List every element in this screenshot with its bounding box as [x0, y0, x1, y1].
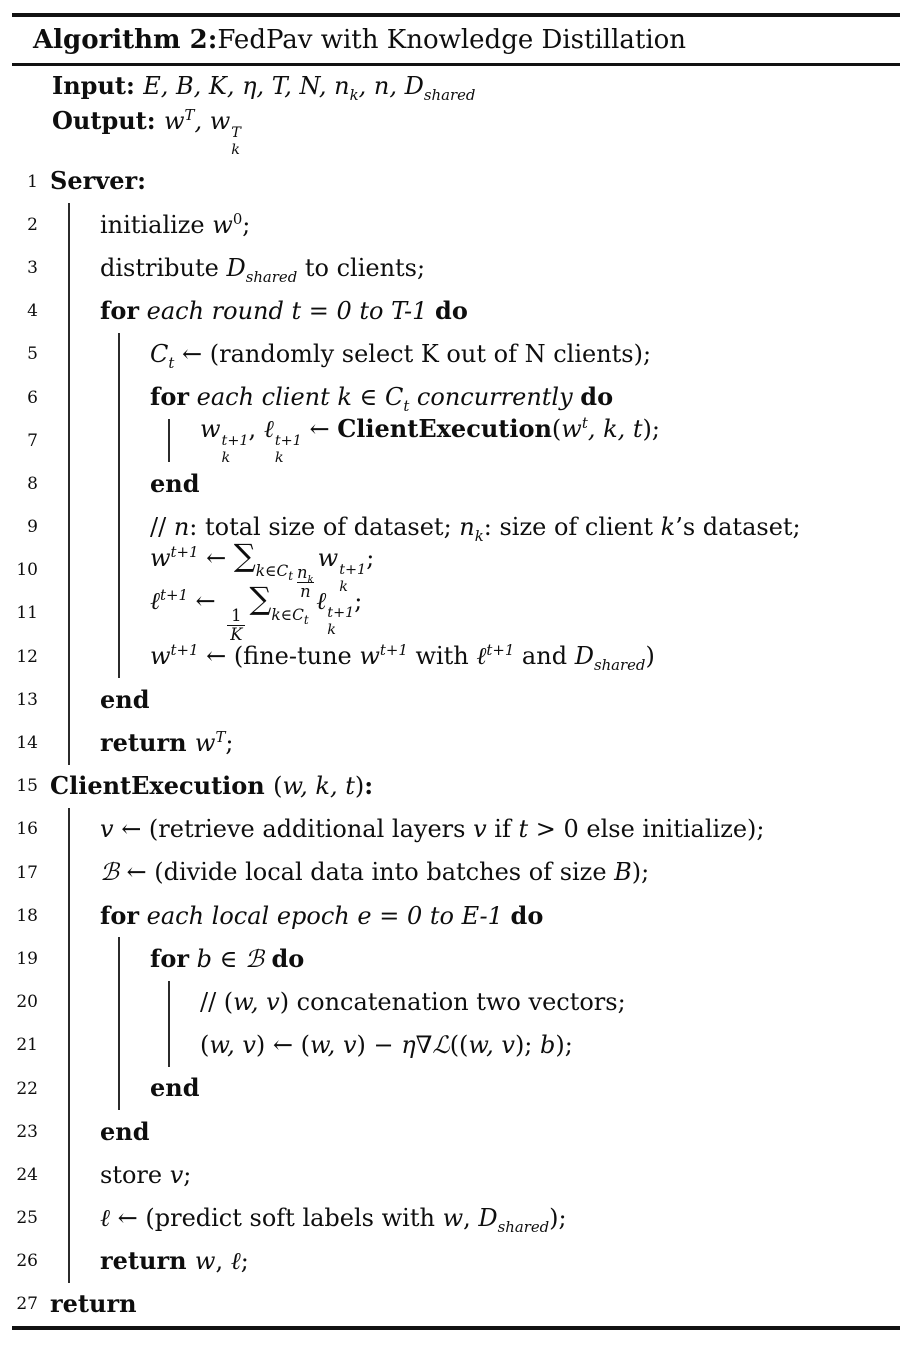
text-segment: ℓ — [476, 642, 487, 671]
text-segment: : total size of dataset; — [189, 512, 460, 541]
indent-bar — [68, 981, 70, 1024]
indent-bar — [68, 1067, 70, 1110]
line-number: 13 — [16, 689, 38, 710]
text-segment: v — [100, 815, 114, 844]
line-content — [46, 413, 660, 467]
text-segment: ← — [198, 543, 234, 572]
algorithm-sheet — [12, 0, 900, 1330]
text-segment: , — [248, 414, 264, 443]
input-line — [12, 66, 900, 106]
text-segment: ; — [366, 543, 375, 572]
line-number: 21 — [16, 1035, 38, 1056]
text-segment: return — [100, 1246, 195, 1276]
bottom-rule — [12, 1326, 900, 1330]
text-segment: ℓ — [316, 586, 327, 615]
text-segment: for — [150, 382, 189, 412]
text-segment: ← (predict soft labels with — [110, 1203, 443, 1232]
text-segment: ); — [555, 1031, 573, 1060]
text-segment: w — [212, 210, 233, 239]
algorithm-io-block — [12, 66, 900, 160]
supsub: t+1 k — [221, 432, 249, 467]
output-line — [12, 106, 900, 160]
text-segment: ; — [242, 210, 251, 239]
line-number: 20 — [16, 992, 38, 1013]
algo-line-7 — [12, 413, 900, 467]
superscript: 0 — [232, 209, 243, 228]
line-number: 23 — [16, 1121, 38, 1142]
indent-bar — [168, 1024, 170, 1067]
indent-bar — [68, 808, 70, 851]
indent-bar — [118, 333, 120, 376]
text-segment: D — [574, 642, 594, 671]
text-segment: do — [580, 382, 614, 412]
text-segment: D — [226, 253, 246, 282]
line-content — [46, 340, 652, 372]
text-segment: ← (retrieve additional layers — [113, 815, 474, 844]
text-segment: store — [100, 1160, 170, 1189]
text-segment: for — [100, 295, 139, 325]
text-segment: ℓ — [230, 1247, 241, 1276]
algo-line-3 — [12, 246, 900, 289]
text-segment: each local epoch e = 0 to E-1 — [138, 901, 511, 930]
line-number: 5 — [27, 344, 38, 365]
supsub: t+1 k — [339, 561, 367, 596]
text-segment: ( — [551, 414, 562, 443]
text-segment: ) — [645, 642, 655, 671]
indent-bar — [68, 419, 70, 462]
indent-bar — [118, 419, 120, 462]
algorithm-body — [12, 160, 900, 1326]
text-segment: n — [459, 512, 475, 541]
text-segment: w, k, t — [282, 772, 355, 801]
text-segment: ; — [183, 1160, 192, 1189]
algo-line-8 — [12, 462, 900, 505]
line-number: 1 — [27, 171, 38, 192]
indent-bar — [68, 851, 70, 894]
algo-line-21 — [12, 1024, 900, 1067]
text-segment: ; — [354, 586, 363, 615]
line-number: 26 — [16, 1251, 38, 1272]
indent-bar — [118, 937, 120, 980]
indent-bar — [68, 937, 70, 980]
summation: $\sum_{k\in C_t}$ — [249, 580, 309, 627]
algo-line-20 — [12, 981, 900, 1024]
text-segment: ← (randomly select K out of N clients); — [174, 340, 652, 369]
indent-bar — [118, 1024, 120, 1067]
line-number: 2 — [27, 214, 38, 235]
algorithm-caption — [12, 17, 900, 63]
line-number: 8 — [27, 473, 38, 494]
line-content — [46, 70, 476, 104]
text-segment: ← (divide local data into batches of size — [118, 858, 615, 887]
line-number: 18 — [16, 905, 38, 926]
indent-bar — [68, 1153, 70, 1196]
algo-line-27 — [12, 1283, 900, 1326]
line-content — [46, 900, 544, 930]
text-segment: ; — [240, 1247, 249, 1276]
text-segment: η — [401, 1031, 416, 1060]
algo-line-22 — [12, 1067, 900, 1110]
text-segment: D — [404, 71, 424, 100]
line-number: 14 — [16, 733, 38, 754]
text-segment: ℒ — [432, 1031, 450, 1060]
text-segment: , — [194, 107, 210, 136]
subscript: k — [349, 85, 359, 104]
text-segment: , — [463, 1203, 479, 1232]
text-segment: k — [660, 512, 676, 541]
subscript: shared — [593, 656, 646, 675]
algo-line-17 — [12, 851, 900, 894]
text-segment: ) ← ( — [255, 1031, 310, 1060]
text-segment: t — [518, 815, 529, 844]
text-segment: b — [540, 1031, 556, 1060]
superscript: T — [215, 727, 226, 746]
line-number: 24 — [16, 1164, 38, 1185]
line-content — [46, 989, 626, 1015]
text-segment: E, B, K, η, T, N, n — [143, 71, 350, 100]
text-segment: w — [200, 414, 221, 443]
text-segment: w, v — [309, 1031, 357, 1060]
algo-line-26 — [12, 1240, 900, 1283]
superscript: T — [184, 106, 195, 125]
line-content — [46, 727, 234, 757]
line-content — [46, 209, 251, 239]
text-segment: w — [317, 543, 339, 572]
line-number: 3 — [27, 257, 38, 278]
text-segment: w — [561, 414, 582, 443]
algo-line-1 — [12, 160, 900, 203]
indent-bar — [118, 462, 120, 505]
line-number: 19 — [16, 948, 38, 969]
algo-line-5 — [12, 333, 900, 376]
line-number: 22 — [16, 1078, 38, 1099]
line-content — [46, 512, 801, 545]
line-number: 12 — [16, 646, 38, 667]
text-segment: and — [514, 642, 575, 671]
indent-bar — [68, 290, 70, 333]
text-segment: ) − — [356, 1031, 402, 1060]
algorithm-number-label: Algorithm 2: — [33, 25, 218, 55]
line-content — [46, 684, 150, 714]
line-content — [46, 859, 649, 885]
indent-bar — [118, 376, 120, 419]
text-segment: ); — [549, 1203, 567, 1232]
line-content — [46, 816, 765, 842]
text-segment: ’s dataset; — [675, 512, 801, 541]
subscript: shared — [497, 1217, 550, 1236]
fraction: $\frac{n_k}{n}$ — [297, 562, 314, 601]
text-segment: ) concatenation two vectors; — [279, 987, 626, 1016]
supsub: t+1 k — [274, 432, 302, 467]
text-segment: Input: — [52, 70, 144, 100]
text-segment: w — [442, 1203, 464, 1232]
text-segment: end — [100, 1116, 150, 1146]
line-content — [46, 943, 305, 973]
indent-bar — [168, 981, 170, 1024]
line-content — [46, 168, 146, 194]
line-content — [46, 253, 426, 286]
text-segment: C — [150, 340, 169, 369]
line-content — [46, 1032, 573, 1058]
indent-bar — [68, 333, 70, 376]
text-segment: w, v — [233, 987, 280, 1016]
text-segment: do — [271, 943, 305, 973]
algo-line-24 — [12, 1153, 900, 1196]
indent-bar — [68, 1197, 70, 1240]
indent-bar — [68, 592, 70, 635]
text-segment: w, v — [468, 1031, 515, 1060]
text-segment: with — [407, 642, 477, 671]
text-segment: > 0 else initialize); — [528, 815, 765, 844]
text-segment: ( — [200, 1031, 210, 1060]
text-segment: : — [364, 771, 374, 801]
text-segment: return — [100, 727, 195, 757]
indent-bar — [68, 376, 70, 419]
indent-bar — [118, 635, 120, 678]
algo-line-14 — [12, 721, 900, 764]
summation: $\sum_{k\in C_t}$ — [233, 537, 294, 584]
subscript: shared — [245, 267, 298, 286]
algo-line-2 — [12, 203, 900, 246]
indent-bar — [68, 1024, 70, 1067]
indent-bar — [68, 721, 70, 764]
line-content — [46, 295, 468, 325]
line-number: 7 — [27, 430, 38, 451]
algo-line-23 — [12, 1110, 900, 1153]
superscript: t+1 — [170, 542, 199, 561]
text-segment: initialize — [100, 210, 213, 239]
text-segment: ); — [631, 858, 650, 887]
algorithm-title-text: FedPav with Knowledge Distillation — [217, 25, 687, 55]
indent-bar — [68, 1110, 70, 1153]
text-segment: ClientExecution — [50, 771, 274, 801]
text-segment: w — [359, 642, 380, 671]
supsub: t+1 k — [327, 604, 355, 639]
line-content — [46, 773, 373, 799]
text-segment: ← (fine-tune — [198, 642, 360, 671]
text-segment: ); — [514, 1031, 541, 1060]
subscript: shared — [423, 85, 476, 104]
indent-bar — [118, 592, 120, 635]
superscript: t+1 — [379, 641, 408, 660]
text-segment: ℓ — [100, 1203, 110, 1232]
text-segment: w — [150, 543, 171, 572]
text-segment: each round t = 0 to T-1 — [138, 296, 436, 325]
line-number: 17 — [16, 862, 38, 883]
algo-line-16 — [12, 808, 900, 851]
superscript: t+1 — [160, 585, 188, 604]
line-content — [46, 1291, 137, 1317]
text-segment: v — [169, 1160, 184, 1189]
algo-line-15 — [12, 765, 900, 808]
superscript: t+1 — [486, 641, 515, 660]
line-content — [46, 108, 241, 158]
algo-line-18 — [12, 894, 900, 937]
text-segment: D — [478, 1203, 498, 1232]
text-segment: ← — [301, 414, 338, 443]
text-segment: : size of client — [483, 512, 661, 541]
text-segment: end — [150, 468, 200, 498]
algo-line-19 — [12, 937, 900, 980]
algo-line-6 — [12, 376, 900, 419]
algo-line-4 — [12, 290, 900, 333]
text-segment: ℓ — [150, 586, 160, 615]
text-segment: end — [150, 1073, 200, 1103]
algo-line-13 — [12, 678, 900, 721]
text-segment: do — [510, 900, 544, 930]
algo-line-12 — [12, 635, 900, 678]
indent-bar — [68, 894, 70, 937]
indent-bar — [68, 203, 70, 246]
line-number: 10 — [16, 560, 38, 581]
text-segment: ; — [225, 728, 234, 757]
text-segment: , — [215, 1247, 231, 1276]
text-segment: , k, t — [587, 414, 643, 443]
text-segment: w — [209, 107, 231, 136]
indent-bar — [118, 981, 120, 1024]
text-segment: w — [150, 642, 171, 671]
text-segment: to clients; — [297, 253, 426, 282]
text-segment: ℬ — [245, 944, 264, 973]
text-segment: do — [435, 295, 468, 325]
line-number: 6 — [27, 387, 38, 408]
text-segment: ); — [642, 414, 660, 443]
text-segment: // ( — [200, 987, 234, 1016]
text-segment: w — [163, 107, 185, 136]
subscript: t — [168, 353, 175, 372]
text-segment: v — [473, 815, 487, 844]
text-segment: end — [100, 684, 150, 714]
indent-bar — [68, 246, 70, 289]
text-segment: ( — [273, 772, 283, 801]
indent-bar — [68, 678, 70, 721]
text-segment: Output: — [52, 106, 164, 136]
indent-bar — [118, 1067, 120, 1110]
text-segment: w — [194, 1247, 216, 1276]
text-segment: concurrently — [409, 383, 581, 412]
line-number: 11 — [16, 603, 38, 624]
supsub: T k — [231, 125, 241, 159]
text-segment: ) — [354, 772, 365, 801]
subscript: k — [474, 526, 484, 545]
text-segment: ← — [187, 586, 224, 615]
line-content — [46, 382, 614, 416]
superscript: t+1 — [170, 641, 199, 660]
text-segment: ∇ — [415, 1031, 433, 1060]
superscript: t — [581, 413, 588, 432]
text-segment: each client k ∈ C — [188, 383, 404, 412]
text-segment: ClientExecution — [337, 413, 552, 443]
text-segment: // — [150, 512, 174, 541]
line-content — [46, 1203, 567, 1236]
text-segment: , n, — [358, 71, 405, 100]
indent-bar — [68, 1240, 70, 1283]
text-segment: w — [194, 728, 216, 757]
line-number: 27 — [16, 1294, 38, 1315]
subscript: t — [403, 397, 410, 416]
text-segment: (( — [449, 1031, 469, 1060]
indent-bar — [168, 419, 170, 462]
text-segment: distribute — [100, 253, 227, 282]
fraction: $\frac{1}{K}$ — [227, 607, 245, 644]
text-segment: b ∈ — [188, 944, 245, 973]
indent-bar — [68, 462, 70, 505]
text-segment: w, v — [209, 1031, 256, 1060]
text-segment: n — [173, 512, 190, 541]
text-segment: return — [50, 1289, 137, 1319]
text-segment: B — [614, 858, 632, 887]
indent-bar — [68, 635, 70, 678]
line-number: 15 — [16, 776, 38, 797]
text-segment: for — [100, 900, 139, 930]
text-segment: for — [150, 943, 189, 973]
line-number: 16 — [16, 819, 38, 840]
line-number: 9 — [27, 517, 38, 538]
text-segment — [264, 945, 272, 973]
line-content — [46, 1248, 249, 1274]
text-segment: if — [486, 815, 519, 844]
text-segment: ℬ — [100, 858, 119, 887]
line-number: 4 — [27, 301, 38, 322]
text-segment: ℓ — [263, 414, 274, 443]
algo-line-25 — [12, 1197, 900, 1240]
line-number: 25 — [16, 1208, 38, 1229]
line-content — [46, 1116, 150, 1146]
text-segment: Server: — [50, 166, 146, 196]
line-content — [46, 641, 655, 675]
